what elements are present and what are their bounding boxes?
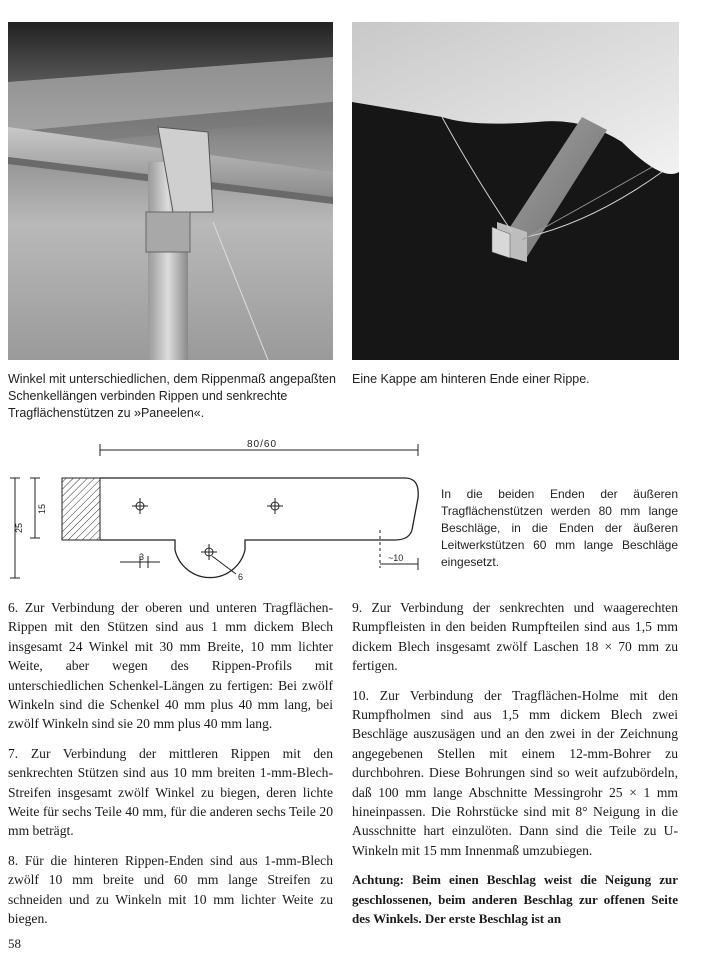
photo-caption-right: Eine Kappe am hinteren Ende einer Rippe. [352, 372, 590, 386]
body-column-right [352, 598, 678, 939]
paragraph-6: 6. Zur Verbindung der oberen und unteren Tragflächen-Rippen mit den Stützen sind aus 1 mm dickem Blech insgesamt 24 Winkel mit 30 mm Breite, 10 mm lichter Weite, aber wegen des Rippen-Profils mit unterschiedlichen Schenkel-Längen zu fertigen: Bei zwölf Winkeln sind die Schenkel 40 mm plus 40 mm lang, bei zwölf Winkeln sind sie 20 mm plus 40 mm lang. [8, 600, 333, 732]
rib-end-cap-photo [352, 22, 679, 360]
bracket-drawing [0, 438, 430, 588]
body-column-left [8, 598, 333, 939]
dim-10-label: ~10 [388, 553, 404, 563]
dim-total-label: 80/60 [246, 439, 278, 450]
paragraph-7: 7. Zur Verbindung der mittleren Rippen mit den senkrechten Stützen sind aus 10 mm breiten 1-mm-Blech-Streifen insgesamt zwölf Winkel zu biegen, deren lichte Weite für sechs Teile 40 mm, für die anderen sechs Teile 20 mm beträgt. [8, 745, 333, 839]
photo-caption-left: Winkel mit unterschiedlichen, dem Rippenmaß angepaßten Schenkellängen verbinden Rippen und senkrechte Tragflächenstützen zu »Paneelen«. [8, 372, 336, 420]
page-number: 58 [8, 936, 21, 951]
dim-25-label: 25 [14, 522, 24, 533]
drawing-caption: In die beiden Enden der äußeren Tragflächenstützen werden 80 mm lange Beschläge, in die Enden der äußeren Leitwerkstützen 60 mm lange Beschläge eingesetzt. [441, 487, 678, 569]
paragraph-9: 9. Zur Verbindung der senkrechten und waagerechten Rumpfleisten in den beiden Rumpfteilen sind aus 1,5 mm dickem Blech insgesamt zwölf Laschen 18 × 70 mm zu fertigen. [352, 600, 678, 674]
paragraph-10: 10. Zur Verbindung der Tragflächen-Holme mit den Rumpfholmen sind aus 1,5 mm dickem Blech zwei Beschläge auszusägen und an den zwei in der Zeichnung angegebenen Stellen mit einem 12-mm-Bohrer zu durchbohren. Diese Bohrungen sind so weit aufzubördeln, daß 100 mm lange Abschnitte Messingrohr 25 × 1 mm hineinpassen. Die Rohrstücke sind mit 8° Neigung in die Ausschnitte hart einzulöten. Dann sind die Teile zu U-Winkeln mit 15 mm Innenmaß umzubiegen. [352, 687, 678, 858]
paragraph-8: 8. Für die hinteren Rippen-Enden sind aus 1-mm-Blech zwölf 10 mm breite und 60 mm lange Streifen zu schneiden und zu Winkeln mit 10 mm lichter Weite zu biegen. [8, 852, 333, 927]
wing-rib-joint-photo [8, 22, 333, 360]
dim-15-label: 15 [37, 503, 47, 514]
dim-6-label: 6 [238, 572, 244, 582]
warning-paragraph: Achtung: Beim einen Beschlag weist die Neigung zur geschlossenen, beim anderen Beschlag zur offenen Seite des Winkels. Der erste Beschlag ist an [352, 872, 678, 927]
dim-3-label: 3 [139, 552, 145, 562]
